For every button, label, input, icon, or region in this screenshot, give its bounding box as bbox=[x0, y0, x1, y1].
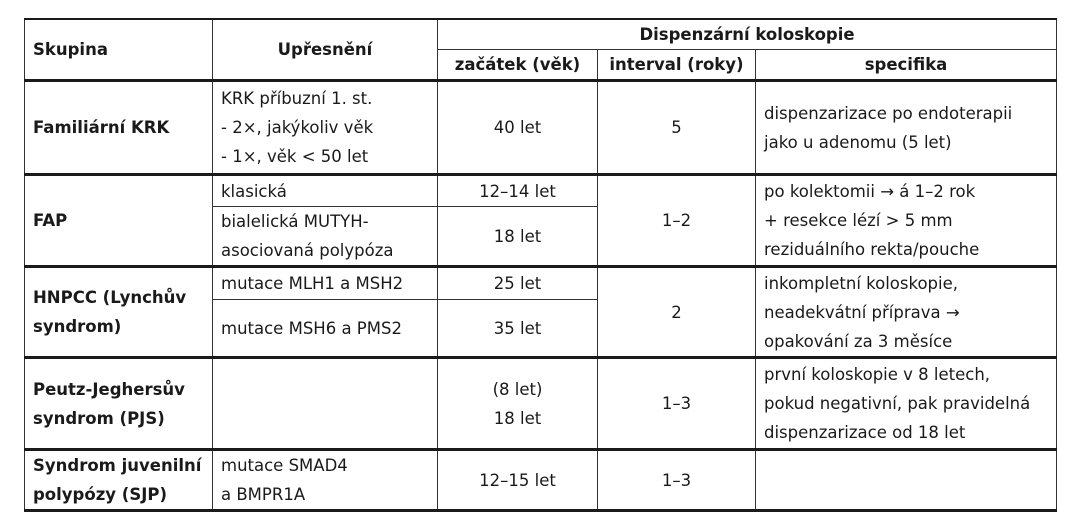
pjs-specifika-line: první koloskopie v 8 letech, bbox=[764, 365, 991, 384]
fap-zacatek-1: 12–14 let bbox=[438, 175, 598, 207]
fap-specifika bbox=[756, 175, 1057, 267]
hnpcc-skupina bbox=[25, 267, 213, 358]
sjp-zacatek: 12–15 let bbox=[438, 450, 598, 511]
pjs-specifika-line: pokud negativní, pak pravidelná bbox=[764, 394, 1031, 413]
row-fap-1 bbox=[25, 175, 1057, 207]
familiarni-specifika-line: dispenzarizace po endoterapii bbox=[764, 103, 1013, 123]
hnpcc-upresneni-2: mutace MSH6 a PMS2 bbox=[213, 300, 438, 358]
familiarni-upresneni-line: - 1×, věk < 50 let bbox=[221, 147, 369, 166]
sjp-upresneni-line: a BMPR1A bbox=[221, 485, 306, 504]
familiarni-skupina: Familiární KRK bbox=[25, 81, 213, 175]
pjs-upresneni bbox=[213, 358, 438, 450]
pjs-interval: 1–3 bbox=[598, 358, 756, 450]
header-dispenzarni: Dispenzární koloskopie bbox=[438, 19, 1057, 50]
row-hnpcc-1 bbox=[25, 267, 1057, 300]
colonoscopy-table bbox=[24, 18, 1057, 512]
sjp-skupina-line: Syndrom juvenilní bbox=[33, 456, 202, 475]
header-upresneni: Upřesnění bbox=[213, 19, 438, 81]
sjp-interval: 1–3 bbox=[598, 450, 756, 511]
sjp-upresneni-line: mutace SMAD4 bbox=[221, 456, 348, 475]
familiarni-specifika bbox=[756, 81, 1057, 175]
hnpcc-specifika-line: neadekvátní příprava → bbox=[764, 302, 960, 322]
fap-upresneni-2 bbox=[213, 207, 438, 267]
fap-specifika-line: po kolektomii → á 1–2 rok bbox=[764, 182, 976, 201]
hnpcc-zacatek-2: 35 let bbox=[438, 300, 598, 358]
header-skupina: Skupina bbox=[25, 19, 213, 81]
fap-upresneni-2-line: bialelická MUTYH- bbox=[221, 212, 369, 231]
hnpcc-upresneni-1: mutace MLH1 a MSH2 bbox=[213, 267, 438, 300]
header-zacatek: začátek (věk) bbox=[438, 50, 598, 81]
pjs-specifika-line: dispenzarizace od 18 let bbox=[764, 423, 966, 442]
pjs-skupina-line: syndrom (PJS) bbox=[33, 408, 165, 428]
familiarni-upresneni-line: KRK příbuzní 1. st. bbox=[221, 89, 373, 108]
pjs-skupina-line: Peutz-Jeghersův bbox=[33, 379, 185, 399]
fap-specifika-line: reziduálního rekta/pouche bbox=[764, 240, 980, 259]
hnpcc-skupina-line: syndrom) bbox=[33, 317, 122, 336]
pjs-specifika bbox=[756, 358, 1057, 450]
fap-upresneni-2-line: asociovaná polypóza bbox=[221, 241, 394, 260]
familiarni-upresneni bbox=[213, 81, 438, 175]
sjp-upresneni bbox=[213, 450, 438, 511]
familiarni-upresneni-line: - 2×, jakýkoliv věk bbox=[221, 118, 374, 137]
fap-upresneni-1: klasická bbox=[213, 175, 438, 207]
sjp-specifika bbox=[756, 450, 1057, 511]
fap-zacatek-2: 18 let bbox=[438, 207, 598, 267]
sjp-skupina bbox=[25, 450, 213, 511]
header-interval: interval (roky) bbox=[598, 50, 756, 81]
sjp-skupina-line: polypózy (SJP) bbox=[33, 485, 168, 504]
fap-skupina: FAP bbox=[25, 175, 213, 267]
pjs-skupina bbox=[25, 358, 213, 450]
familiarni-specifika-line: jako u adenomu (5 let) bbox=[764, 132, 952, 152]
pjs-zacatek-line: (8 let) bbox=[492, 379, 543, 399]
hnpcc-skupina-line: HNPCC (Lynchův bbox=[33, 288, 187, 307]
pjs-zacatek-line: 18 let bbox=[493, 408, 542, 428]
hnpcc-specifika bbox=[756, 267, 1057, 358]
hnpcc-specifika-line: inkompletní koloskopie, bbox=[764, 273, 958, 293]
fap-interval: 1–2 bbox=[598, 175, 756, 267]
familiarni-interval: 5 bbox=[598, 81, 756, 175]
hnpcc-interval: 2 bbox=[598, 267, 756, 358]
familiarni-zacatek: 40 let bbox=[438, 81, 598, 175]
hnpcc-specifika-line: opakování za 3 měsíce bbox=[764, 331, 953, 351]
hnpcc-zacatek-1: 25 let bbox=[438, 267, 598, 300]
row-familiarni bbox=[25, 81, 1057, 175]
pjs-zacatek bbox=[438, 358, 598, 450]
header-specifika: specifika bbox=[756, 50, 1057, 81]
row-sjp bbox=[25, 450, 1057, 511]
row-pjs bbox=[25, 358, 1057, 450]
fap-specifika-line: + resekce lézí > 5 mm bbox=[764, 211, 953, 230]
